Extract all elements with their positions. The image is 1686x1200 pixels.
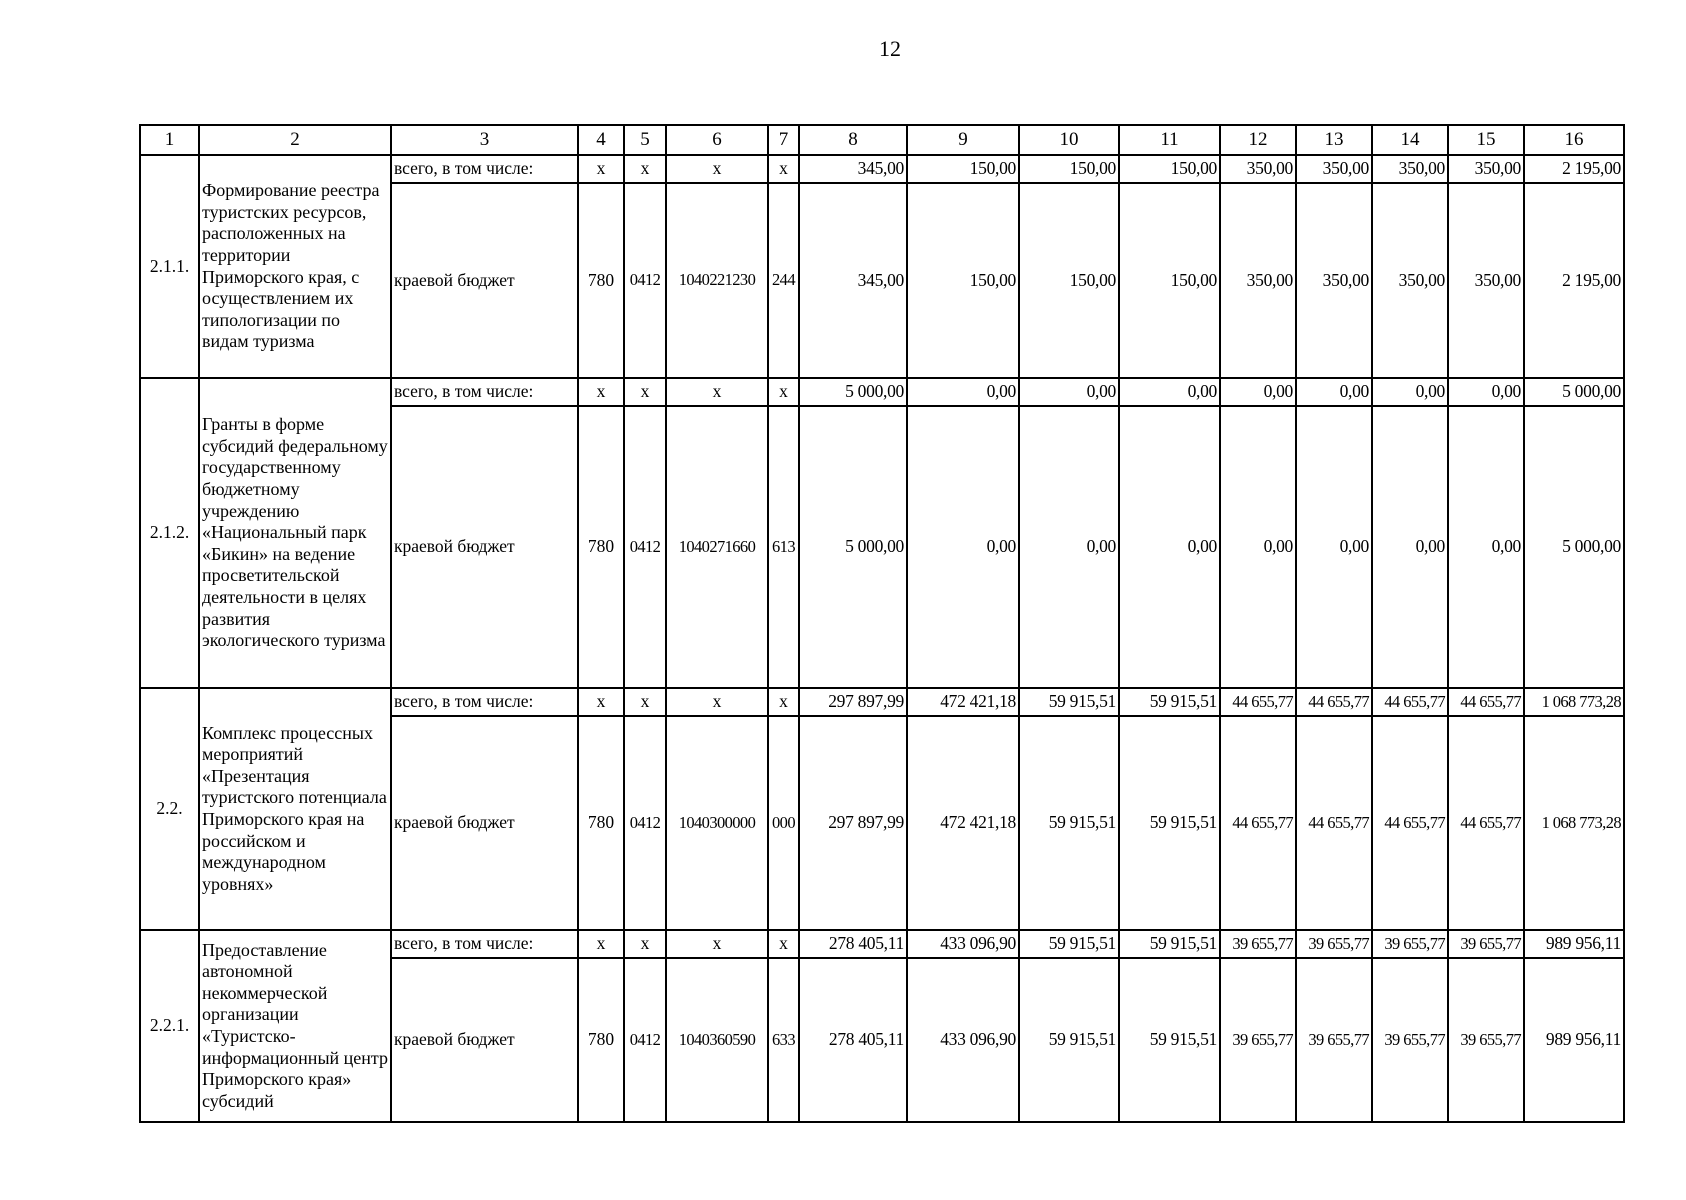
- funding-source: всего, в том числе:: [391, 688, 578, 716]
- amount: 59 915,51: [1119, 958, 1220, 1122]
- amount: 0,00: [1372, 406, 1448, 688]
- amount: 1 068 773,28: [1524, 716, 1624, 930]
- amount: 278 405,11: [799, 958, 907, 1122]
- amount: 297 897,99: [799, 716, 907, 930]
- column-number: 7: [768, 125, 799, 155]
- table-row: [140, 688, 1624, 716]
- funding-source: всего, в том числе:: [391, 930, 578, 958]
- cell-value: х: [666, 155, 768, 183]
- amount: 44 655,77: [1448, 688, 1524, 716]
- column-number: 14: [1372, 125, 1448, 155]
- amount: 0,00: [1119, 406, 1220, 688]
- amount: 345,00: [799, 183, 907, 378]
- item-name: Комплекс процессных мероприятий «Презентация туристского потенциала Приморского края на российском и международном уровнях»: [199, 688, 391, 930]
- table-row: [140, 378, 1624, 406]
- cell-value: х: [578, 930, 624, 958]
- item-name: Гранты в форме субсидий федеральному государственному бюджетному учреждению «Национальный парк «Бикин» на ведение просветительской деятельности в целях развития экологического туризма: [199, 378, 391, 688]
- amount: 44 655,77: [1372, 716, 1448, 930]
- cell-value: х: [768, 378, 799, 406]
- amount: 350,00: [1220, 183, 1296, 378]
- amount: 59 915,51: [1019, 688, 1119, 716]
- cell-value: х: [768, 688, 799, 716]
- column-number: 12: [1220, 125, 1296, 155]
- amount: 0,00: [1296, 406, 1372, 688]
- amount: 150,00: [907, 183, 1019, 378]
- column-number: 16: [1524, 125, 1624, 155]
- amount: 150,00: [1119, 155, 1220, 183]
- cell-value: х: [578, 378, 624, 406]
- column-number: 6: [666, 125, 768, 155]
- amount: 2 195,00: [1524, 155, 1624, 183]
- column-number: 1: [140, 125, 199, 155]
- amount: 472 421,18: [907, 688, 1019, 716]
- column-number: 4: [578, 125, 624, 155]
- page-number: 12: [879, 36, 901, 61]
- budget-table: [139, 124, 1625, 1123]
- cell-value: 780: [578, 183, 624, 378]
- column-number: 3: [391, 125, 578, 155]
- funding-source: всего, в том числе:: [391, 155, 578, 183]
- amount: 0,00: [1220, 406, 1296, 688]
- cell-value: 1040221230: [666, 183, 768, 378]
- cell-value: 780: [578, 958, 624, 1122]
- item-number: 2.2.1.: [140, 930, 199, 1122]
- amount: 350,00: [1372, 155, 1448, 183]
- amount: 39 655,77: [1372, 930, 1448, 958]
- cell-value: 0412: [624, 183, 666, 378]
- amount: 0,00: [1448, 378, 1524, 406]
- amount: 0,00: [907, 378, 1019, 406]
- item-number: 2.1.2.: [140, 378, 199, 688]
- cell-value: х: [666, 930, 768, 958]
- amount: 0,00: [1019, 406, 1119, 688]
- cell-value: 0412: [624, 406, 666, 688]
- cell-value: х: [768, 930, 799, 958]
- amount: 0,00: [907, 406, 1019, 688]
- amount: 39 655,77: [1448, 930, 1524, 958]
- column-number: 13: [1296, 125, 1372, 155]
- cell-value: х: [624, 155, 666, 183]
- amount: 2 195,00: [1524, 183, 1624, 378]
- table-row: [140, 155, 1624, 183]
- amount: 989 956,11: [1524, 958, 1624, 1122]
- funding-source: краевой бюджет: [391, 183, 578, 378]
- amount: 150,00: [1119, 183, 1220, 378]
- cell-value: 1040300000: [666, 716, 768, 930]
- funding-source: краевой бюджет: [391, 958, 578, 1122]
- amount: 1 068 773,28: [1524, 688, 1624, 716]
- amount: 472 421,18: [907, 716, 1019, 930]
- cell-value: х: [666, 378, 768, 406]
- amount: 345,00: [799, 155, 907, 183]
- cell-value: х: [624, 688, 666, 716]
- cell-value: 780: [578, 406, 624, 688]
- amount: 44 655,77: [1372, 688, 1448, 716]
- amount: 433 096,90: [907, 958, 1019, 1122]
- amount: 39 655,77: [1372, 958, 1448, 1122]
- cell-value: х: [578, 688, 624, 716]
- cell-value: х: [624, 378, 666, 406]
- amount: 59 915,51: [1019, 930, 1119, 958]
- amount: 5 000,00: [799, 378, 907, 406]
- amount: 150,00: [907, 155, 1019, 183]
- item-name: Формирование реестра туристских ресурсов, расположенных на территории Приморского края, с осуществлением их типологизации по видам туризма: [199, 155, 391, 378]
- amount: 433 096,90: [907, 930, 1019, 958]
- amount: 0,00: [1119, 378, 1220, 406]
- amount: 44 655,77: [1220, 716, 1296, 930]
- amount: 44 655,77: [1448, 716, 1524, 930]
- cell-value: 000: [768, 716, 799, 930]
- column-number: 5: [624, 125, 666, 155]
- amount: 350,00: [1296, 155, 1372, 183]
- amount: 39 655,77: [1220, 930, 1296, 958]
- amount: 297 897,99: [799, 688, 907, 716]
- amount: 59 915,51: [1019, 958, 1119, 1122]
- amount: 350,00: [1448, 155, 1524, 183]
- amount: 350,00: [1220, 155, 1296, 183]
- cell-value: 244: [768, 183, 799, 378]
- item-name: Предоставление автономной некоммерческой организации «Туристско-информационный центр Приморского края» субсидий: [199, 930, 391, 1122]
- amount: 44 655,77: [1296, 688, 1372, 716]
- column-number: 2: [199, 125, 391, 155]
- amount: 150,00: [1019, 155, 1119, 183]
- cell-value: 1040271660: [666, 406, 768, 688]
- amount: 59 915,51: [1119, 716, 1220, 930]
- amount: 59 915,51: [1119, 688, 1220, 716]
- cell-value: х: [666, 688, 768, 716]
- amount: 0,00: [1448, 406, 1524, 688]
- amount: 39 655,77: [1220, 958, 1296, 1122]
- cell-value: 613: [768, 406, 799, 688]
- cell-value: 780: [578, 716, 624, 930]
- amount: 59 915,51: [1019, 716, 1119, 930]
- amount: 5 000,00: [799, 406, 907, 688]
- cell-value: 1040360590: [666, 958, 768, 1122]
- cell-value: 0412: [624, 716, 666, 930]
- column-number: 10: [1019, 125, 1119, 155]
- funding-source: краевой бюджет: [391, 716, 578, 930]
- amount: 39 655,77: [1296, 930, 1372, 958]
- amount: 350,00: [1296, 183, 1372, 378]
- cell-value: 0412: [624, 958, 666, 1122]
- cell-value: х: [768, 155, 799, 183]
- amount: 39 655,77: [1448, 958, 1524, 1122]
- column-number: 11: [1119, 125, 1220, 155]
- cell-value: х: [578, 155, 624, 183]
- amount: 39 655,77: [1296, 958, 1372, 1122]
- funding-source: краевой бюджет: [391, 406, 578, 688]
- amount: 0,00: [1372, 378, 1448, 406]
- amount: 44 655,77: [1220, 688, 1296, 716]
- cell-value: 633: [768, 958, 799, 1122]
- amount: 59 915,51: [1119, 930, 1220, 958]
- amount: 350,00: [1372, 183, 1448, 378]
- amount: 44 655,77: [1296, 716, 1372, 930]
- table-row: [140, 930, 1624, 958]
- amount: 0,00: [1296, 378, 1372, 406]
- amount: 0,00: [1019, 378, 1119, 406]
- amount: 278 405,11: [799, 930, 907, 958]
- item-number: 2.1.1.: [140, 155, 199, 378]
- amount: 0,00: [1220, 378, 1296, 406]
- amount: 5 000,00: [1524, 406, 1624, 688]
- column-number: 8: [799, 125, 907, 155]
- cell-value: х: [624, 930, 666, 958]
- amount: 150,00: [1019, 183, 1119, 378]
- column-number-row: [140, 125, 1624, 155]
- amount: 5 000,00: [1524, 378, 1624, 406]
- amount: 989 956,11: [1524, 930, 1624, 958]
- column-number: 15: [1448, 125, 1524, 155]
- column-number: 9: [907, 125, 1019, 155]
- amount: 350,00: [1448, 183, 1524, 378]
- item-number: 2.2.: [140, 688, 199, 930]
- funding-source: всего, в том числе:: [391, 378, 578, 406]
